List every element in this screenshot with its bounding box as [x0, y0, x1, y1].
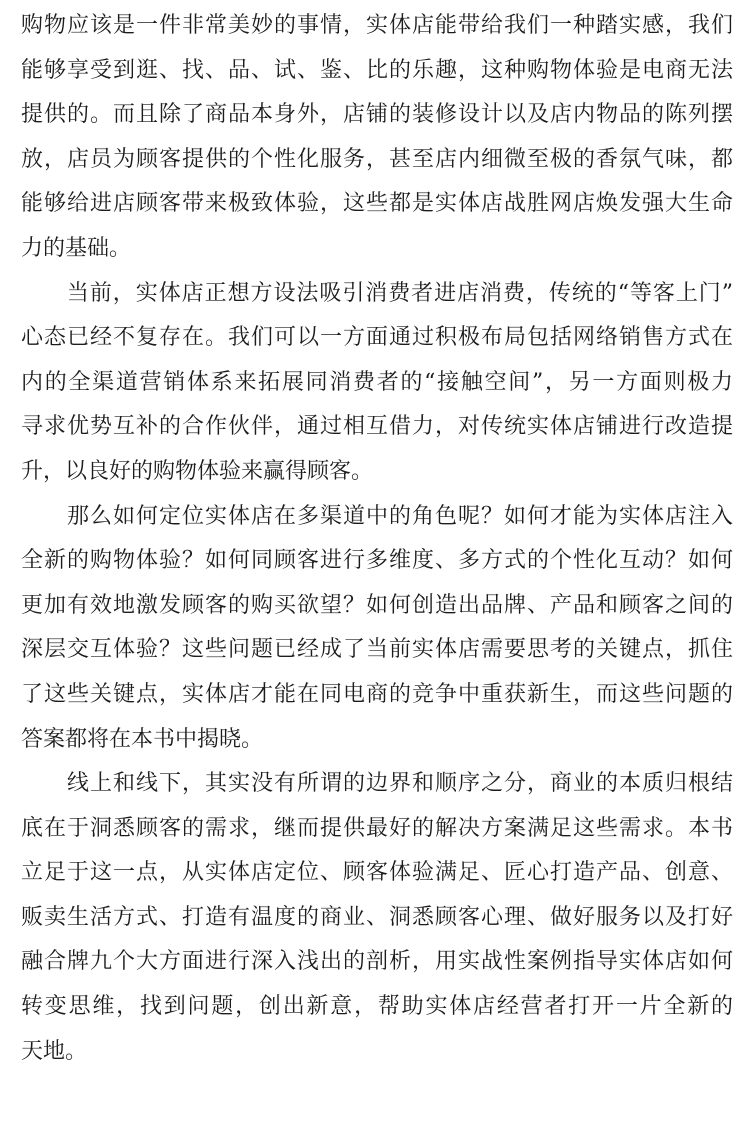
text-line: 融合牌九个大方面进行深入浅出的剖析，用实战性案例指导实体店如何 — [21, 949, 733, 975]
text-line: 天地。 — [21, 1038, 88, 1064]
text-line: 更加有效地激发顾客的购买欲望？如何创造出品牌、产品和顾客之间的 — [21, 592, 733, 618]
text-line: 贩卖生活方式、打造有温度的商业、洞悉顾客心理、做好服务以及打好 — [21, 904, 733, 930]
text-line: 深层交互体验？这些问题已经成了当前实体店需要思考的关键点，抓住 — [21, 637, 733, 663]
text-line: 线上和线下，其实没有所谓的边界和顺序之分，商业的本质归根结 — [21, 771, 733, 797]
text-line: 力的基础。 — [21, 235, 132, 261]
text-line: 内的全渠道营销体系来拓展同消费者的“接触空间”，另一方面则极力 — [21, 369, 733, 395]
text-line: 购物应该是一件非常美妙的事情，实体店能带给我们一种踏实感，我们 — [21, 13, 733, 38]
paragraph-3 — [21, 495, 733, 763]
text-line: 全新的购物体验？如何同顾客进行多维度、多方式的个性化互动？如何 — [21, 548, 733, 574]
text-line: 底在于洞悉顾客的需求，继而提供最好的解决方案满足这些需求。本书 — [21, 815, 733, 841]
paragraph-4 — [21, 762, 733, 1074]
text-line: 当前，实体店正想方设法吸引消费者进店消费，传统的“等客上门” — [21, 280, 733, 306]
text-line: 放，店员为顾客提供的个性化服务，甚至店内细微至极的香氛气味，都 — [21, 146, 733, 172]
text-line: 心态已经不复存在。我们可以一方面通过积极布局包括网络销售方式在 — [21, 325, 733, 351]
document-page — [21, 4, 733, 1074]
text-line: 那么如何定位实体店在多渠道中的角色呢？如何才能为实体店注入 — [21, 503, 733, 529]
text-line: 转变思维，找到问题，创出新意，帮助实体店经营者打开一片全新的 — [21, 994, 733, 1020]
text-line: 升，以良好的购物体验来赢得顾客。 — [21, 458, 374, 484]
text-line: 能够享受到逛、找、品、试、鉴、比的乐趣，这种购物体验是电商无法 — [21, 57, 733, 83]
text-line: 能够给进店顾客带来极致体验，这些都是实体店战胜网店焕发强大生命 — [21, 191, 733, 217]
text-line: 寻求优势互补的合作伙伴，通过相互借力，对传统实体店铺进行改造提 — [21, 414, 733, 440]
text-line: 了这些关键点，实体店才能在同电商的竞争中重获新生，而这些问题的 — [21, 681, 733, 707]
paragraph-2 — [21, 272, 733, 495]
paragraph-1 — [21, 4, 733, 272]
text-line: 答案都将在本书中揭晓。 — [21, 726, 264, 752]
text-line: 提供的。而且除了商品本身外，店铺的装修设计以及店内物品的陈列摆 — [21, 102, 733, 128]
text-line: 立足于这一点，从实体店定位、顾客体验满足、匠心打造产品、创意、 — [21, 860, 733, 886]
